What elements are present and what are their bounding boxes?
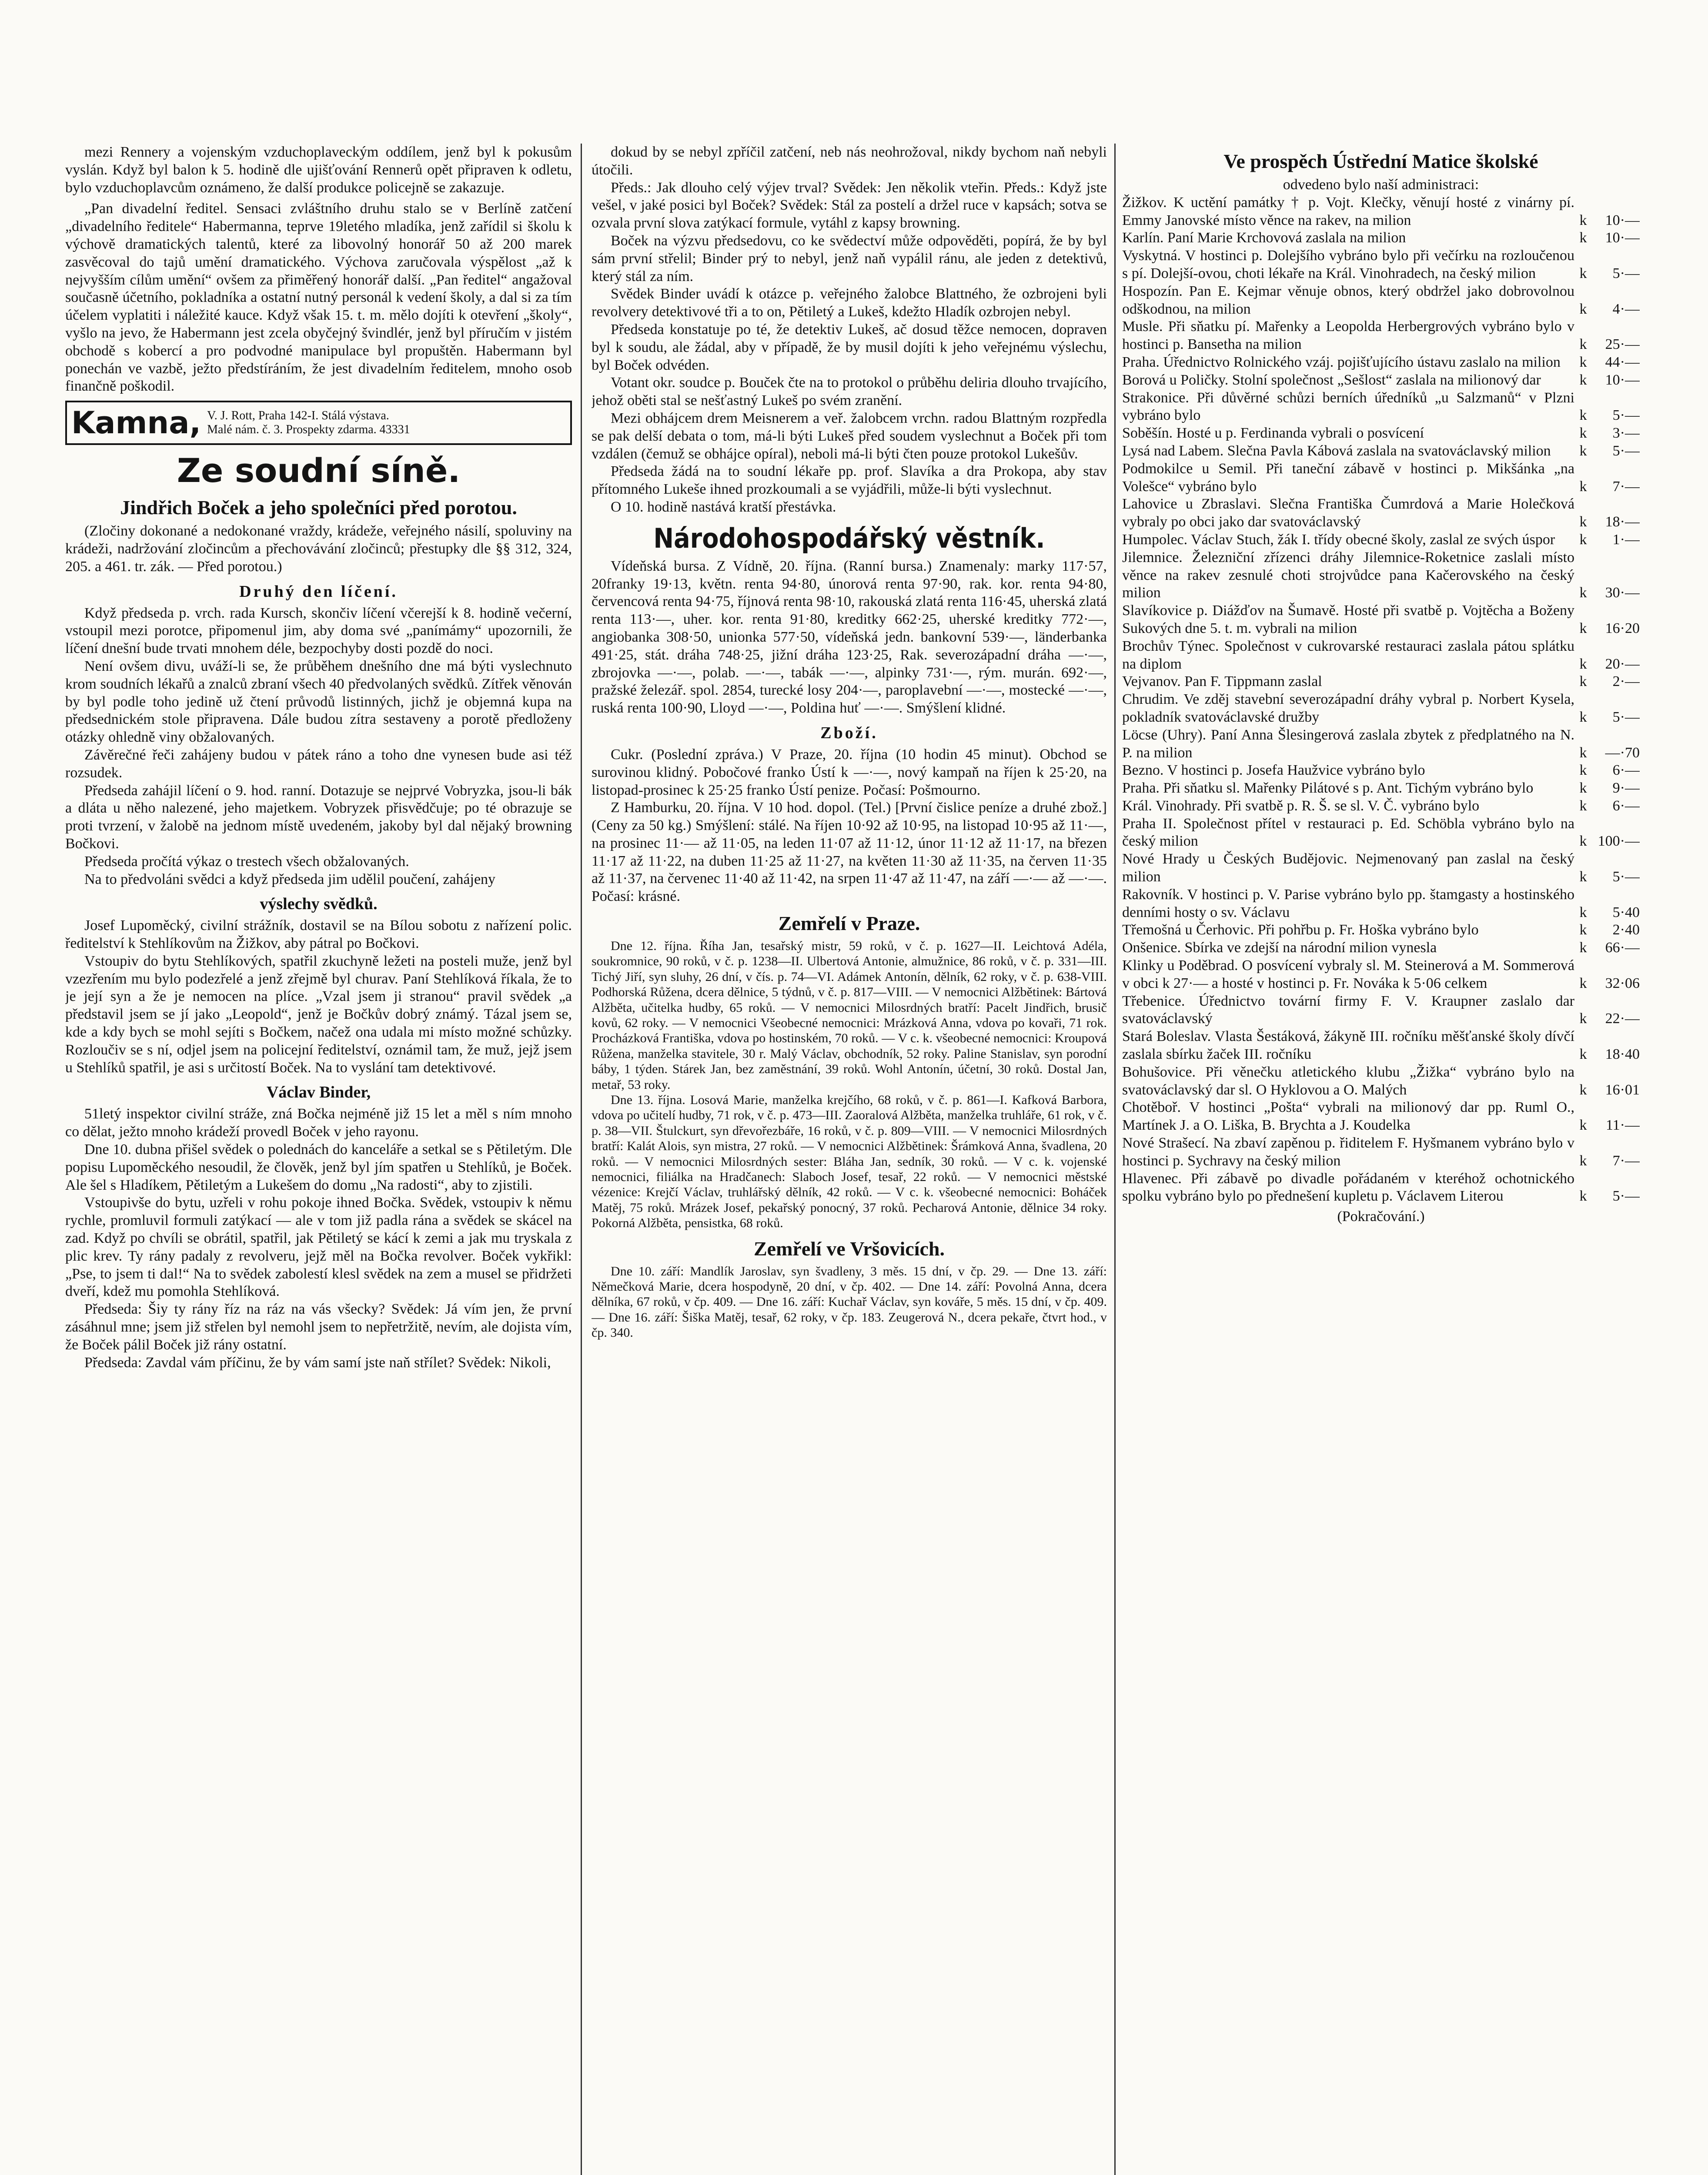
donation-text: Nové Hrady u Českých Budějovic. Nejmenovaný pan zaslal na český milion [1122, 851, 1574, 885]
currency-mark: k [1579, 478, 1587, 495]
donation-entry [1122, 673, 1640, 691]
currency-mark: k [1579, 1046, 1587, 1063]
ad-headline: Kamna, [71, 405, 201, 441]
donation-entry [1122, 1028, 1640, 1064]
donation-amount: 5·— [1612, 869, 1640, 885]
donation-entry [1122, 442, 1640, 460]
continued-note: (Pokračování.) [1337, 1208, 1425, 1225]
donation-entry [1122, 815, 1640, 851]
donation-text: Praha. Při sňatku sl. Mařenky Pilátové s p. Ant. Tichým vybráno bylo [1122, 780, 1534, 796]
currency-mark: k [1579, 940, 1587, 956]
paragraph: Na to předvoláni svědci a když předseda jim udělil poučení, zahájeny [84, 871, 496, 887]
donation-entry [1122, 886, 1640, 922]
section-heading-court: Ze soudní síně. [177, 451, 461, 490]
donation-text: Strakonice. Při důvěrné schůzi berních úředníků „u Salzmanů“ v Plzni vybráno bylo [1122, 389, 1574, 424]
donation-text: Praha. Úřednictvo Rolnického vzáj. pojišťujícího ústavu zaslalo na milion [1122, 354, 1561, 370]
currency-mark: k [1579, 656, 1587, 672]
paragraph: Vstoupivše do bytu, uzřeli v rohu pokoje ihned Bočka. Svědek, vstoupiv k němu rychle, promluvil formuli zatýkací — ale v tom již padla rána a svědek se skácel na zad. Když po chvíli se obrátil, spatřil, jak Pětiletý se kácí k zemi a jak mu tryskala z plic krev. Ty rány padaly z revolveru, jejž měl na Bočka revolver. Boček vykřikl: „Pse, to jsem ti dal!“ Na to svědek zabolestí klesl svědek na zem a musel se přidržeti dveří, kdež mu pomohla Stehlíková. [65, 1195, 572, 1300]
paragraph: O 10. hodině nastává kratší přestávka. [611, 499, 836, 515]
donation-amount: 5·— [1612, 442, 1640, 459]
donation-entry [1122, 389, 1640, 425]
paragraph: Mezi obhájcem drem Meisnerem a veř. žalobcem vrchn. radou Blattným rozpředla se pak delší debata o tom, má-li býti Lukeš před soudem vyslechnut a Boček při tom vzdálen (čemuž se obhájce opíral), neboli má-li býti čten pouze protokol Lukešův. [592, 410, 1107, 462]
donation-amount: 18·40 [1605, 1046, 1640, 1063]
donation-text: Žižkov. K uctění památky † p. Vojt. Klečky, věnují hosté z vinárny pí. Emmy Janovské místo věnce na rakev, na milion [1122, 194, 1574, 228]
donation-entry [1122, 939, 1640, 957]
donation-entry [1122, 549, 1640, 602]
currency-mark: k [1579, 975, 1587, 991]
donation-text: Třemošná u Čerhovic. Při pohřbu p. Fr. Hoška vybráno bylo [1122, 922, 1479, 938]
currency-mark: k [1579, 922, 1587, 938]
donation-text: Brochův Týnec. Společnost v cukrovarské restauraci zaslala pátou splátku na diplom [1122, 638, 1574, 672]
currency-mark: k [1579, 442, 1587, 459]
subheading-deaths-vrsovice: Zemřelí ve Vršovicích. [754, 1237, 945, 1260]
donation-amount: 7·— [1612, 478, 1640, 495]
charges-paragraph: (Zločiny dokonané a nedokonané vraždy, krádeže, veřejného násilí, spoluviny na krádeži, nadržování zločincům a přechovávání zločinců; přestupky dle §§ 312, 324, 205. a 461. tr. zák. — Před porotou.) [65, 523, 572, 575]
currency-mark: k [1579, 709, 1587, 725]
currency-mark: k [1579, 1081, 1587, 1098]
column-right [1122, 144, 1640, 2175]
donation-amount: 3·— [1612, 425, 1640, 442]
donation-entry [1122, 602, 1640, 638]
subheading-binder: Václav Binder, [266, 1083, 371, 1102]
paragraph-vienna-bourse: Vídeňská bursa. Z Vídně, 20. října. (Ranní bursa.) Znamenaly: marky 117·57, 20franky 19·13, květn. renta 94·80, únorová renta 97·90, rak. kor. renta 94·80, červencová renta 94·75, říjnová renta 98·10, rakouská zlatá renta 116·45, uherská zlatá renta 113·—, uher. kor. renta 91·80, kreditky 662·25, uherské kreditky 772·—, angiobanka 308·50, unionka 577·50, vídeňská jedn. bankovní 539·—, länderbanka 491·25, stát. dráha 748·25, jižní dráha 123·25, Rak. severozápadní dráha —·—, zbrojovka —·—, polab. —·—, tabák —·—, alpinky 731·—, rým. murán. 692·—, pražské železář. spol. 2854, turecké losy 204·—, paroplavební —·—, mostecké —·—, ruská renta 100·90, Lloyd —·—, Poldina huť —·—. Smýšlení klidné. [592, 558, 1107, 716]
paragraph: Votant okr. soudce p. Bouček čte na to protokol o průběhu deliria dlouho trvajícího, jehož oběti stal se nešťastný Lukeš po svém zranění. [592, 375, 1107, 409]
ad-line-1: V. J. Rott, Praha 142-I. Stálá výstava. [207, 408, 389, 422]
donation-amount: 5·— [1612, 709, 1640, 725]
column-rule [581, 144, 582, 2175]
donation-text: Löcse (Uhry). Paní Anna Šlesingerová zaslala zbytek z předplatného na N. P. na milion [1122, 726, 1574, 761]
currency-mark: k [1579, 407, 1587, 424]
donation-text: Humpolec. Václav Stuch, žák I. třídy obecné školy, zaslal ze svých úspor [1122, 531, 1555, 548]
donation-text: Praha II. Společnost přítel v restauraci p. Ed. Schöbla vybráno bylo na český milion [1122, 815, 1574, 850]
currency-mark: k [1579, 904, 1587, 920]
donation-amount: 1·— [1612, 531, 1640, 548]
donation-amount: 9·— [1612, 780, 1640, 796]
donation-amount: 11·— [1605, 1117, 1640, 1134]
paragraph: Josef Lupoměcký, civilní strážník, dostavil se na Bílou sobotu z nařízení polic. ředitelství k Stehlíkovům na Žižkov, aby pátral po Bočkovi. [65, 917, 572, 952]
subheading-witnesses: výslechy svědků. [260, 895, 378, 914]
donation-amount: 6·— [1612, 797, 1640, 814]
currency-mark: k [1579, 1188, 1587, 1205]
deaths-list: Dne 10. září: Mandlík Jaroslav, syn švadleny, 3 měs. 15 dní, v čp. 29. — Dne 13. září: Němečková Marie, dcera hospodyně, 20 dní, v čp. 402. — Dne 14. září: Povolná Anna, dcera dělníka, 67 roků, v čp. 409. — Dne 16. září: Kuchař Václav, syn kováře, 5 měs. 15 dní, v čp. 409. — Dne 16. září: Šiška Matěj, tesař, 62 roky, v čp. 183. Zeugerová N., dcera pekaře, čtvrt hod., v čp. 340. [592, 1264, 1107, 1340]
currency-mark: k [1579, 673, 1587, 690]
donation-amount: 44·— [1605, 354, 1640, 370]
currency-mark: k [1579, 869, 1587, 885]
donation-amount: 10·— [1605, 230, 1640, 246]
subheading-second-day: Druhý den líčení. [239, 582, 398, 601]
paragraph: dokud by se nebyl zpříčil zatčení, neb nás neohrožoval, nikdy bychom naň nebyli útočili. [592, 144, 1107, 178]
donation-amount: 5·— [1612, 1188, 1640, 1205]
donation-amount: 4·— [1612, 301, 1640, 317]
donation-text: Chrudim. Ve zděj stavební severozápadní dráhy vybral p. Norbert Kysela, pokladník svatováclavské družby [1122, 691, 1574, 725]
donation-text: Hlavenec. Při zábavě po divadle pořádaném v kteréhož ochotnického spolku vybráno bylo po přednešení kupletu p. Václavem Literou [1122, 1170, 1574, 1205]
currency-mark: k [1579, 585, 1587, 601]
donation-entry [1122, 691, 1640, 726]
paragraph: Není ovšem divu, uváží-li se, že průběhem dnešního dne má býti vyslechnuto krom soudních lékařů a znalců zbraní všech 40 předvolaných svědků. Zítřek věnován by byl podle toho jedině už čtení průvodů listinných, jichž je objemná kupa na předsednickém stole připravena. Dále budou zítra sestaveny a porotě předloženy otázky ohledně viny obžalovaných. [65, 658, 572, 746]
paragraph: Svědek Binder uvádí k otázce p. veřejného žalobce Blattného, že ozbrojeni byli revolvery detektivové tři a to on, Pětiletý a Lukeš, kdežto Hladík ozbrojen nebyl. [592, 286, 1107, 320]
currency-mark: k [1579, 780, 1587, 796]
donation-entry [1122, 780, 1640, 797]
donation-entry [1122, 1134, 1640, 1170]
donation-entry [1122, 726, 1640, 762]
donation-entry [1122, 354, 1640, 371]
donation-amount: 10·— [1605, 212, 1640, 228]
paragraph: Předseda pročítá výkaz o trestech všech obžalovaných. [84, 853, 409, 870]
donation-entry [1122, 531, 1640, 549]
donation-text: Bohušovice. Při věnečku atletického klubu „Žižka“ vybráno bylo na svatováclavský dar sl. O Hyklovou a O. Malých [1122, 1064, 1574, 1098]
donation-text: Lahovice u Zbraslavi. Slečna Františka Čumrdová a Marie Holečková vybraly po obci jako dar svatováclavský [1122, 496, 1574, 530]
currency-mark: k [1579, 762, 1587, 779]
paragraph: Předs.: Jak dlouho celý výjev trval? Svědek: Jen několik vteřin. Předs.: Když jste vešel, v jaké posici byl Boček? Svědek: Stál za postelí a držel ruce v kapsách; sotva se ozvala první slova zatýkací formule, vytáhl z kapsy browning. [592, 179, 1107, 231]
donation-text: Klinky u Poděbrad. O posvícení vybraly sl. M. Steinerová a M. Sommerová v obci k 27·— a hosté v hostinci p. Fr. Nováka k 5·06 celkem [1122, 957, 1574, 991]
donation-entry [1122, 283, 1640, 318]
newspaper-page [65, 144, 1640, 2175]
paragraph: Předseda: Šiy ty rány říz na ráz na vás všecky? Svědek: Já vím jen, že první zásáhnul mne; jsem již střelen byl nemohl jsem to nepřetržitě, nevím, ale dojista vím, že Boček pálil Boček již rány ostatní. [65, 1301, 572, 1353]
currency-mark: k [1579, 425, 1587, 442]
donation-text: Onšenice. Sbírka ve zdejší na národní milion vynesla [1122, 940, 1437, 956]
subheading-goods: Zboží. [820, 723, 878, 742]
currency-mark: k [1579, 833, 1587, 850]
donation-amount: 5·— [1612, 407, 1640, 424]
donation-amount: 66·— [1605, 940, 1640, 956]
currency-mark: k [1579, 230, 1587, 246]
donation-entry [1122, 247, 1640, 283]
donations-title: Ve prospěch Ústřední Matice školské [1223, 150, 1538, 172]
currency-mark: k [1579, 620, 1587, 636]
deaths-list: Dne 12. října. Říha Jan, tesařský mistr, 59 roků, v č. p. 1627—II. Leichtová Adéla, soukromnice, 90 roků, v č. p. 1238—II. Ulbertová Antonie, almužnice, 86 roků, v č. p. 331—III. Tichý Jiří, syn sluhy, 26 dní, v čís. p. 74—VI. Adámek Antonín, dělník, 62 roky, v č. p. 638-VIII. Podhorská Růžena, dcera dělnice, 5 týdnů, v č. p. 817—VIII. — V nemocnici Alžbětinek: Bártová Alžběta, učitelka hudby, 65 roků. — V nemocnici Milosrdných bratří: Pacelt Jindřich, brusič kovů, 62 roky. — V nemocnici Všeobecné nemocnici: Mrázková Anna, vdova po kovaři, 71 rok. Procházková Františka, vdova po hostinském, 70 roků. — V c. k. všeobecné nemocnici: Kroupová Růžena, manželka stavitele, 30 r. Malý Václav, obchodník, 52 roky. Paline Stanislav, syn porodní báby, 1 týden. Stárek Jan, bez zaměstnání, 39 roků. Wohl Antonín, účetní, 30 roků. Dostal Jan, metař, 53 roky. [592, 939, 1107, 1092]
paragraph: Dne 10. dubna přišel svědek o polednách do kanceláře a setkal se s Pětiletým. Dle popisu Lupoměckého nesoudil, že člověk, jenž byl jím spatřen u Stehlíků, je Boček. Ale šel s Hladíkem, Pětiletým a Lukešem do domu „Na radosti“, aby to zjistili. [65, 1141, 572, 1193]
currency-mark: k [1579, 1152, 1587, 1169]
donation-amount: 25·— [1605, 336, 1640, 353]
donation-entry [1122, 318, 1640, 354]
column-left [65, 144, 572, 2175]
donation-amount: 18·— [1605, 514, 1640, 530]
column-rule [1114, 144, 1116, 2175]
donation-amount: —·70 [1605, 744, 1640, 761]
paragraph: Závěrečné řeči zahájeny budou v pátek ráno a toho dne vynesen bude asi též rozsudek. [65, 746, 572, 781]
donation-text: Jilemnice. Železniční zřízenci dráhy Jilemnice-Roketnice zaslali místo věnce na rakev zesnulé choti strojvůdce pana Kačerovského na český milion [1122, 549, 1574, 601]
donation-text: Karlín. Paní Marie Krchovová zaslala na milion [1122, 230, 1406, 246]
donation-amount: 16·20 [1605, 620, 1640, 636]
paragraph: Předseda žádá na to soudní lékaře pp. prof. Slavíka a dra Prokopa, aby stav přítomného Lukeše ihned prozkoumali a se vyjádřili, může-li býti vyslechnut. [592, 463, 1107, 498]
donation-amount: 2·40 [1612, 922, 1640, 938]
donation-text: Soběšín. Hosté u p. Ferdinanda vybrali o posvícení [1122, 425, 1424, 442]
donation-text: Musle. Při sňatku pí. Mařenky a Leopolda Herbergrových vybráno bylo v hostinci p. Bansetha na milion [1122, 318, 1574, 353]
paragraph: Předseda zahájil líčení o 9. hod. ranní. Dotazuje se nejprvé Vobryzka, jsou-li bák a dláta u něho nalezené, jeho majetkem. Vobryzek přisvědčuje; po té obrazuje se proti tvrzení, v žalobě na jednom místě uvedeném, jakoby byl dal nějaký browning Bočkovi. [65, 782, 572, 852]
paragraph: Když předseda p. vrch. rada Kursch, skončiv líčení včerejší k 8. hodině večerní, vstoupil mezi porotce, připomenul jim, aby doma své „panímámy“ upozornili, že líčení dnešní bude trvati mnohem déle, bezpochyby dosti pozdě do noci. [65, 605, 572, 657]
ad-details [207, 409, 410, 437]
currency-mark: k [1579, 531, 1587, 548]
currency-mark: k [1579, 797, 1587, 814]
column-middle [592, 144, 1107, 2175]
donation-entry [1122, 957, 1640, 993]
paragraph: 51letý inspektor civilní stráže, zná Bočka nejméně již 15 let a měl s ním mnoho co dělat, ježto mnoho krádeží provedl Boček v jeho rayonu. [65, 1106, 572, 1140]
currency-mark: k [1579, 336, 1587, 353]
donation-text: Chotěboř. V hostinci „Pošta“ vybrali na milionový dar pp. Ruml O., Martínek J. a O. Liška, B. Brychta a J. Koudelka [1122, 1099, 1574, 1134]
donation-amount: 22·— [1605, 1011, 1640, 1027]
currency-mark: k [1579, 744, 1587, 761]
subheading-deaths-prague: Zemřelí v Praze. [778, 912, 920, 935]
ad-line-2: Malé nám. č. 3. Prospekty zdarma. 43331 [207, 423, 410, 437]
donation-text: Nové Strašecí. Na zbaví zapěnou p. řiditelem F. Hyšmanem vybráno bylo v hostinci p. Sychravy na český milion [1122, 1135, 1574, 1169]
donation-entry [1122, 1099, 1640, 1134]
donation-entry [1122, 797, 1640, 815]
advertisement-kamna [65, 401, 572, 445]
donation-text: Hospozín. Pan E. Kejmar věnuje obnos, který obdržel jako dobrovolnou odškodnou, na milion [1122, 283, 1574, 317]
currency-mark: k [1579, 1011, 1587, 1027]
donation-amount: 7·— [1612, 1152, 1640, 1169]
paragraph: Vstoupiv do bytu Stehlíkových, spatřil zkuchyně ležeti na posteli muže, jenž byl vzezřením mu bylo podezřelé a jenž zřejmě byl churav. Paní Stehlíková říkala, že to je její syn a že je nemocen na plíce. „Vzal jsem ji stranou“ pravil svědek „a představil jsem se jí jako „Leopold“, jenž je Bočkův dobrý známý. Tázal jsem se, kde a kdy bych se mohl sejíti s Bočkem, načež ona udala mi místo možné schůzky. Rozloučiv se s ní, odjel jsem na policejní ředitelství, oznámil tam, že muž, jejž jsem u Stehlíků spatřil, je asi s určitostí Boček. Na to vyslání tam detektivové. [65, 953, 572, 1076]
donation-text: Král. Vinohrady. Při svatbě p. R. Š. se sl. V. Č. vybráno bylo [1122, 797, 1480, 814]
currency-mark: k [1579, 301, 1587, 317]
donation-entry [1122, 850, 1640, 886]
donation-text: Třebenice. Úřednictvo tovární firmy F. V. Kraupner zaslalo dar svatováclavský [1122, 993, 1574, 1027]
donation-amount: 16·01 [1605, 1081, 1640, 1098]
donation-entry [1122, 495, 1640, 531]
currency-mark: k [1579, 265, 1587, 281]
donation-text: Slavíkovice p. Diážďov na Šumavě. Hosté při svatbě p. Vojtěcha a Boženy Sukových dne 5. t. m. vybrali na milion [1122, 602, 1574, 636]
currency-mark: k [1579, 354, 1587, 370]
section-heading-economy: Národohospodářský věstník. [653, 522, 1045, 554]
currency-mark: k [1579, 1117, 1587, 1134]
paragraph: Boček na výzvu předsedovu, co ke svědectví může odpověděti, popírá, že by byl sám první střelil; Binder prý to nebyl, jenž naň vypálil ránu, ale jeden z detektivů, který stál za ním. [592, 232, 1107, 284]
donation-entry [1122, 993, 1640, 1028]
donation-amount: 2·— [1612, 673, 1640, 690]
donations-subtitle: odvedeno bylo naší administraci: [1283, 177, 1479, 193]
donation-text: Vyskytná. V hostinci p. Dolejšího vybráno bylo při večírku na rozloučenou s pí. Dolejší-ovou, choti lékaře na Král. Vinohradech, na český milion [1122, 248, 1574, 281]
currency-mark: k [1579, 514, 1587, 530]
donation-entry [1122, 1064, 1640, 1099]
currency-mark: k [1579, 371, 1587, 388]
donation-amount: 10·— [1605, 371, 1640, 388]
donation-entry [1122, 460, 1640, 496]
paragraph-hamburg: Z Hamburku, 20. října. V 10 hod. dopol. (Tel.) [První čislice peníze a druhé zbož.] (Ceny za 50 kg.) Smýšlení: stálé. Na říjen 10·92 až 10·95, na listopad 10·95 až 11·—, na prosinec 11·— až 11·05, na leden 11·07 až 11·12, únor 11·12 až 11·17, na březen 11·17 až 11·22, na duben 11·25 až 11·27, na květen 11·30 až 11·35, na červen 11·35 až 11·37, na červenec 11·40 až 11·42, na srpen 11·47 až 11·47, na září —·— až —·—. Počasí: krásné. [592, 800, 1107, 905]
donation-text: Bezno. V hostinci p. Josefa Haužvice vybráno bylo [1122, 762, 1425, 779]
donation-entry [1122, 921, 1640, 939]
donation-text: Vejvanov. Pan F. Tippmann zaslal [1122, 673, 1322, 690]
donation-entry [1122, 1170, 1640, 1206]
donation-amount: 30·— [1605, 585, 1640, 601]
deaths-list: Dne 13. října. Losová Marie, manželka krejčího, 68 roků, v č. p. 861—I. Kafková Barbora, vdova po učitelí hudby, 71 rok, v č. p. 473—III. Zaoralová Alžběta, manželka truhláře, 61 rok, v č. p. 38—VII. Štulckurt, syn dřevořezbáře, 16 roků, v č. p. 809—VIII. — V nemocnici Milosrdných bratří: Kalát Alois, syn mistra, 27 roků. — V nemocnici Alžbětinek: Šrámková Anna, švadlena, 20 roků. — V nemocnici Milosrdných sester: Bláha Jan, sedník, 30 roků. — V c. k. vojenské nemocnici, filiálka na Hradčanech: Slaboch Josef, tesař, 22 roků. — V nemocnici městské vézenice: Krejčí Václav, truhlářský dělník, 42 roků. — V c. k. všeobecné nemocnici: Boháček Matěj, 75 roků. Mrázek Josef, pekařský ponocný, 37 roků. Pecharová Antonie, dělnice 34 roky. Pokorná Alžběta, pensistka, 68 roků. [592, 1092, 1107, 1231]
donation-amount: 5·40 [1612, 904, 1640, 920]
donation-text: Podmokilce u Semil. Při taneční zábavě v hostinci p. Mikšánka „na Volešce“ vybráno bylo [1122, 460, 1574, 495]
donation-list [1122, 194, 1640, 1205]
paragraph: Předseda konstatuje po té, že detektiv Lukeš, ač dosud těžce nemocen, dopraven byl k soudu, ale žádal, aby v případě, že by musil dojíti k jeho veřejnému výslechu, byl Boček odvéden. [592, 321, 1107, 373]
donation-amount: 5·— [1612, 265, 1640, 281]
donation-entry [1122, 371, 1640, 389]
donation-amount: 20·— [1605, 656, 1640, 672]
paragraph: Předseda: Zavdal vám příčinu, že by vám samí jste naň střílet? Svědek: Nikoli, [84, 1354, 551, 1371]
donation-entry [1122, 229, 1640, 247]
donation-text: Borová u Poličky. Stolní společnost „Sešlost“ zaslala na milionový dar [1122, 371, 1541, 388]
donation-entry [1122, 425, 1640, 442]
currency-mark: k [1579, 212, 1587, 228]
donation-amount: 100·— [1598, 833, 1640, 850]
donation-amount: 6·— [1612, 762, 1640, 779]
donation-entry [1122, 762, 1640, 780]
paragraph-sugar: Cukr. (Poslední zpráva.) V Praze, 20. října (10 hodin 45 minut). Obchod se surovinou klidný. Pobočové franko Ústí k —·—, nový kampaň na říjen k 25·20, na listopad-prosinec k 25·25 franko Ústí penize. Počasí: Pošmourno. [592, 746, 1107, 798]
donation-text: Stará Boleslav. Vlasta Šestáková, žákyně III. ročníku měšťanské školy dívčí zaslala sbírku žaček III. ročníku [1122, 1028, 1574, 1063]
donation-entry [1122, 638, 1640, 673]
donation-text: Rakovník. V hostinci p. V. Parise vybráno bylo pp. štamgasty a hostinského denními hosty o sv. Václavu [1122, 886, 1574, 920]
donation-amount: 32·06 [1605, 975, 1640, 991]
article-theatre-director: „Pan divadelní ředitel. Sensaci zvláštního druhu stalo se v Berlíně zatčení „divadelního ředitele“ Habermanna, teprve 19letého mladíka, jenž zařídil si školu k výchově dramatických talentů, které za libovolný honorář 50 až 200 marek zasvěcoval do tajů umění dramatického. Výchova zaručovala výspělost „až k nejvyšším cílům umění“ ovšem za přiměřený honorář další. „Pan ředitel“ angažoval současně účetního, pokladníka a ostatní nutný personál k vedení školy, a dal si za tím účelem vyplatiti i náležité kauce. Když však 15. t. m. mělo dojíti k otevření „školy“, vyšlo na jevo, že Habermann jest zcela obyčejný švindlér, jenž byl příručím v jistém obchodě s kobercí a pro podvodné manipulace byl propuštěn. Habermann byl ponechán ve vazbě, ježto předstíráním, že jest divadelním ředitelem, mnoho osob finančně poškodil. [65, 201, 572, 395]
donation-text: Lysá nad Labem. Slečna Pavla Kábová zaslala na svatováclavský milion [1122, 442, 1551, 459]
article-balloon-end: mezi Rennery a vojenským vzduchoplaveckým oddílem, jenž byl k pokusům vyslán. Když byl balon k 5. hodině dle ujišťování Rennerů opět připraven k odletu, bylo vzduchoplavcům oznámeno, že další produkce policejně se zakazuje. [65, 144, 572, 196]
article-title-bocek: Jindřich Boček a jeho společníci před porotou. [120, 496, 517, 519]
donation-entry [1122, 194, 1640, 230]
